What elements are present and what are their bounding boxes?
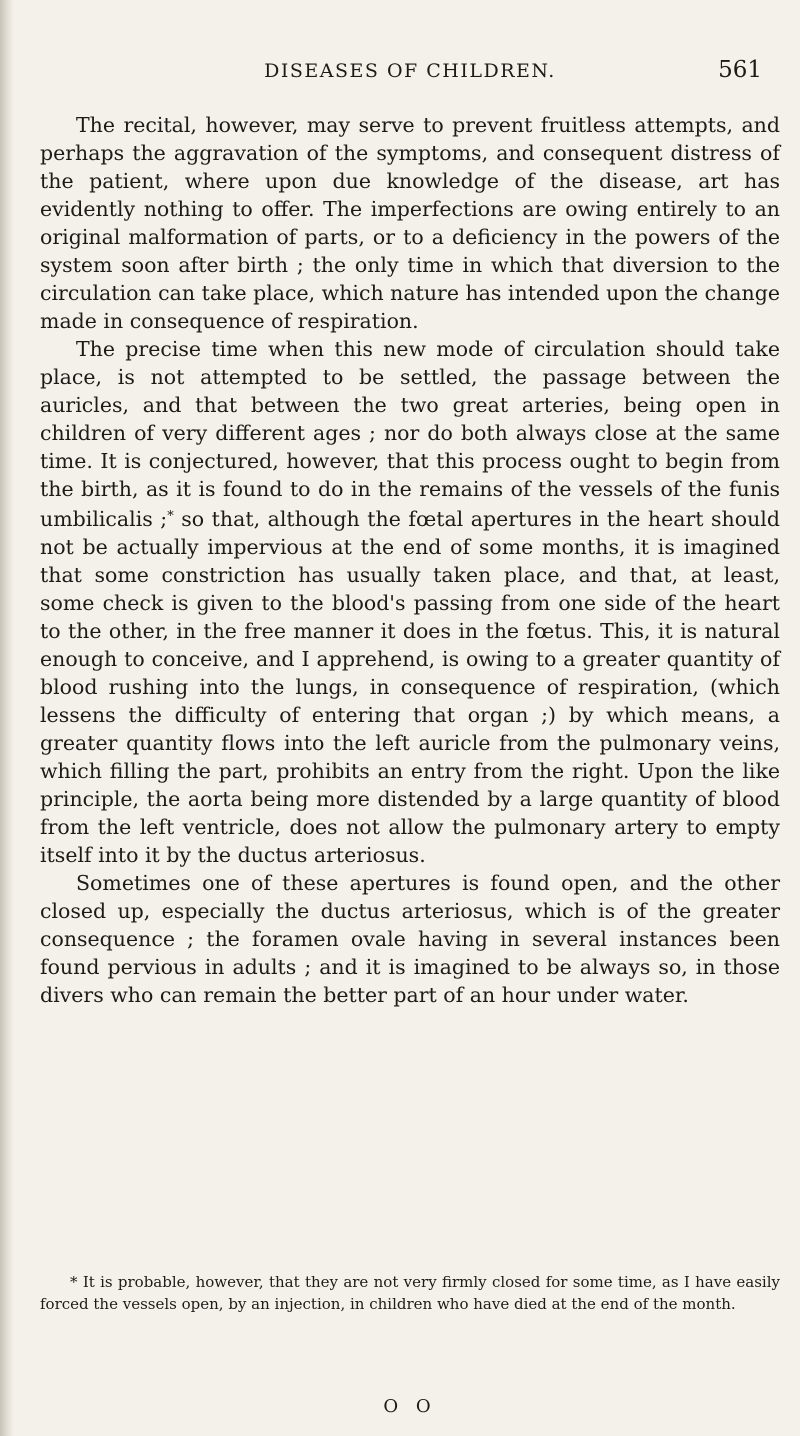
footnote-reference: *: [167, 509, 174, 524]
page-number: 561: [718, 57, 762, 83]
running-head: [40, 57, 780, 94]
signature-mark: O O: [383, 1396, 437, 1417]
running-title: DISEASES OF CHILDREN.: [264, 60, 556, 82]
page-edge-shadow: [0, 0, 14, 1436]
paragraph-apertures: Sometimes one of these apertures is found open, and the other closed up, especially the ductus arteriosus, which is of the greater consequence ; the foramen ovale having in several instances been found pervious in adults ; and it is imagined to be always so, in those divers who can remain the better part of an hour under water.: [40, 871, 780, 1007]
paragraph-circulation-text-a: The precise time when this new mode of circulation should take place, is not attempted to be settled, the passage between the auricles, and that between the two great arteries, being open in children of very different ages ; nor do both always close at the same time. It is conjectured, however, that this process ought to begin from the birth, as it is found to do in the remains of the vessels of the funis umbilicalis ;: [40, 337, 780, 531]
paragraph-circulation: [40, 335, 780, 869]
body-text: [40, 111, 780, 1009]
book-page: [40, 0, 780, 1436]
footnote: * It is probable, however, that they are not very firmly closed for some time, as I have easily forced the vessels open, by an injection, in children who have died at the end of the month.: [40, 1273, 780, 1313]
paragraph-circulation-text-b: so that, although the fœtal apertures in the heart should not be actually impervious at the end of some months, it is imagined that some constriction has usually taken place, and that, at least, some check is given to the blood's passing from one side of the heart to the other, in the free manner it does in the fœtus. This, it is natural enough to conceive, and I apprehend, is owing to a greater quantity of blood rushing into the lungs, in consequence of respiration, (which lessens the difficulty of entering that organ ;) by which means, a greater quantity flows into the left auricle from the pulmonary veins, which filling the part, prohibits an entry from the right. Upon the like principle, the aorta being more distended by a large quantity of blood from the left ventricle, does not allow the pulmonary artery to empty itself into it by the ductus arteriosus.: [40, 507, 780, 867]
paragraph-recital: The recital, however, may serve to prevent fruitless attempts, and perhaps the aggravation of the symptoms, and consequent distress of the patient, where upon due knowledge of the disease, art has evidently nothing to offer. The imperfections are owing entirely to an original malformation of parts, or to a deficiency in the powers of the system soon after birth ; the only time in which that diversion to the circulation can take place, which nature has intended upon the change made in consequence of respiration.: [40, 113, 781, 333]
